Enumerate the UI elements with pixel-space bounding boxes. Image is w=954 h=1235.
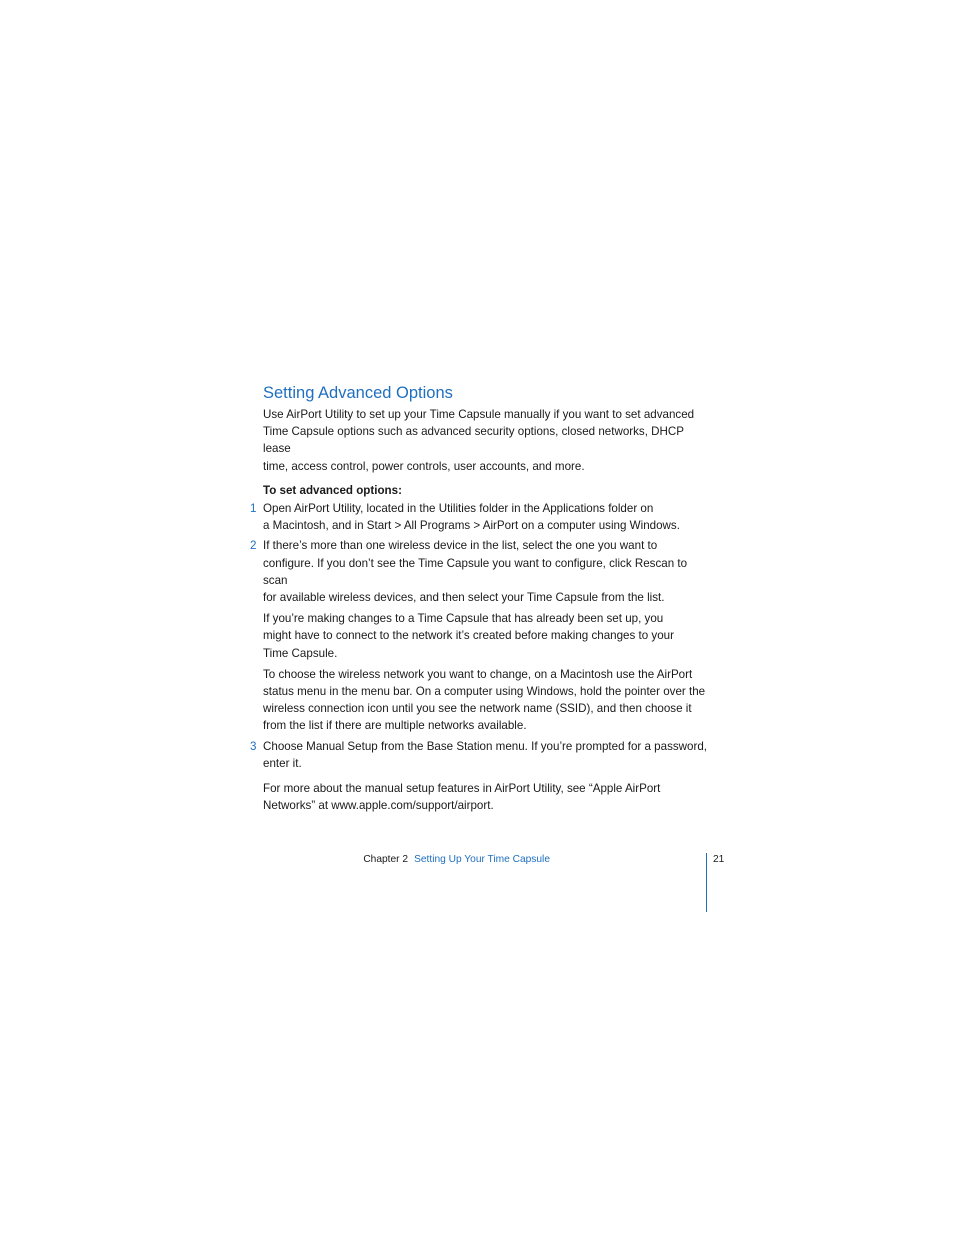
- chapter-title: Setting Up Your Time Capsule: [414, 854, 550, 865]
- page-footer: [0, 853, 954, 913]
- step-number: 1: [250, 502, 257, 516]
- step-3: [250, 738, 713, 772]
- page-number: 21: [713, 854, 725, 865]
- step-number: 2: [250, 539, 257, 553]
- section-content: [250, 382, 713, 814]
- step-note: If you’re making changes to a Time Capsule that has already been set up, you might have to connect to the network it’s created before making changes to your Time Capsule.: [263, 612, 674, 660]
- step-note: To choose the wireless network you want to change, on a Macintosh use the AirPort status menu in the menu bar. On a computer using Windows, hold the pointer over the wireless connection icon until you see the network name (SSID), and then choose it from the list if there are multiple networks available.: [263, 667, 706, 733]
- closing-paragraph: For more about the manual setup features in AirPort Utility, see “Apple AirPort Networks” at www.apple.com/support/airport.: [263, 782, 661, 813]
- step-1: [250, 500, 713, 534]
- step-text: Choose Manual Setup from the Base Station menu. If you’re prompted for a password, enter it.: [263, 739, 708, 770]
- intro-paragraph: Use AirPort Utility to set up your Time Capsule manually if you want to set advanced Time Capsule options such as advanced security options, closed networks, DHCP lease time, access control, power controls, user accounts, and more.: [263, 408, 695, 473]
- footer-divider: [706, 853, 707, 912]
- procedure-heading: To set advanced options:: [263, 483, 402, 497]
- step-text: If there’s more than one wireless device in the list, select the one you want to configure. If you don’t see the Time Capsule you want to configure, click Rescan to scan for available wireless devices, and then select your Time Capsule from the list.: [263, 539, 688, 605]
- step-2: [250, 537, 713, 734]
- step-text: Open AirPort Utility, located in the Utilities folder in the Applications folder on a Macintosh, and in Start > All Programs > AirPort on a computer using Windows.: [263, 502, 680, 533]
- section-title: Setting Advanced Options: [263, 384, 453, 402]
- footer-chapter: [363, 853, 550, 867]
- chapter-label: Chapter 2: [363, 854, 409, 865]
- step-number: 3: [250, 739, 257, 753]
